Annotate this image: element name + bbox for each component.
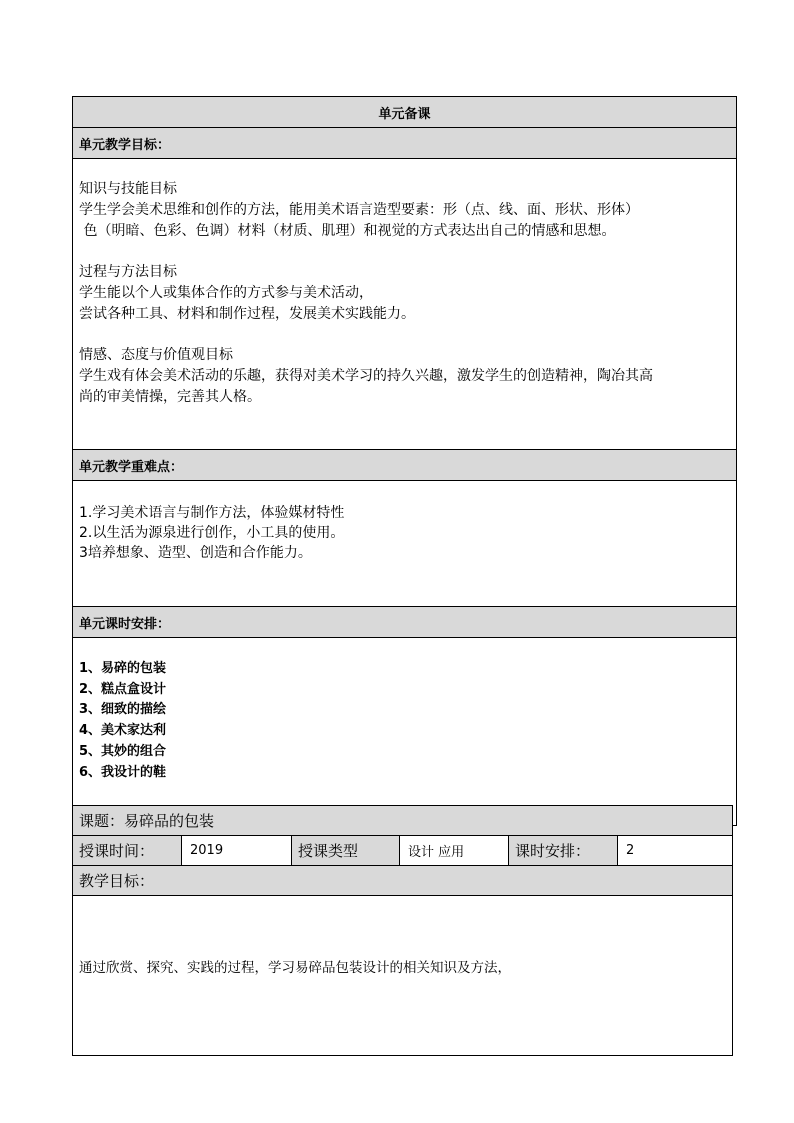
schedule-body [73, 638, 737, 826]
goal-heading: 过程与方法目标 [79, 264, 177, 281]
schedule-item: 3、细致的描绘 [79, 702, 167, 718]
goal-heading: 情感、态度与价值观目标 [79, 347, 233, 364]
key-point: 2.以生活为源泉进行创作，小工具的使用。 [79, 525, 345, 541]
lesson-title: 课题：易碎品的包装 [73, 806, 733, 836]
time-value: 2019 [182, 836, 292, 866]
unit-plan-table [72, 96, 737, 826]
hours-label: 课时安排： [509, 836, 618, 866]
key-point: 1.学习美术语言与制作方法，体验媒材特性 [79, 505, 345, 521]
hours-value: 2 [618, 836, 733, 866]
goal-line: 学生戏有体会美术活动的乐趣，获得对美术学习的持久兴趣，激发学生的创造精神，陶冶其高 [79, 368, 653, 385]
goal-line: 学生能以个人或集体合作的方式参与美术活动， [79, 284, 373, 301]
key-points-body [73, 481, 737, 607]
schedule-item: 2、糕点盒设计 [79, 681, 167, 697]
schedule-item: 4、美术家达利 [79, 723, 167, 739]
goal-line: 色（明暗、色彩、色调）材料（材质、肌理）和视觉的方式表达出自己的情感和思想。 [79, 222, 616, 239]
goal-line: 学生学会美术思维和创作的方法，能用美术语言造型要素：形（点、线、面、形状、形体） [79, 201, 639, 218]
schedule-item: 5、其妙的组合 [79, 743, 167, 759]
type-value: 设计 应用 [400, 836, 509, 866]
type-label: 授课类型 [292, 836, 400, 866]
schedule-item: 6、我设计的鞋 [79, 764, 167, 780]
goal-text: 通过欣赏、探究、实践的过程，学习易碎品包装设计的相关知识及方法， [73, 896, 733, 1056]
goal-line: 尚的审美情操，完善其人格。 [79, 388, 261, 405]
unit-plan-title: 单元备课 [73, 97, 737, 128]
schedule-header: 单元课时安排： [73, 607, 737, 638]
goal-heading: 知识与技能目标 [79, 181, 177, 197]
time-label: 授课时间： [73, 836, 182, 866]
lesson-table [72, 805, 733, 1056]
key-points-header: 单元教学重难点： [73, 450, 737, 481]
unit-goals-header: 单元教学目标： [73, 128, 737, 159]
goal-label: 教学目标： [73, 866, 733, 896]
unit-goals-body [73, 159, 737, 450]
key-point: 3培养想象、造型、创造和合作能力。 [79, 545, 312, 561]
goal-line: 尝试各种工具、材料和制作过程，发展美术实践能力。 [79, 305, 415, 322]
schedule-item: 1、易碎的包装 [79, 661, 167, 676]
